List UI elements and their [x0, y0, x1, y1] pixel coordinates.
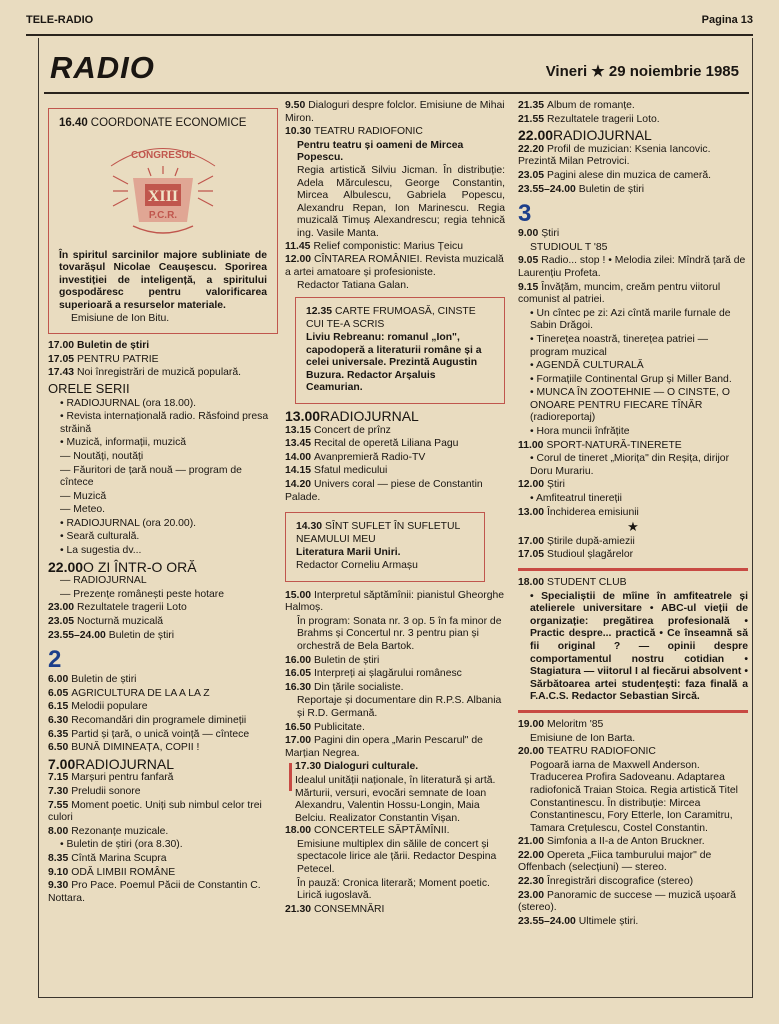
item-title: • Amfiteatrul tinereții [530, 493, 622, 505]
item-title: • AGENDĂ CULTURALĂ [530, 360, 644, 372]
schedule-item [285, 904, 505, 917]
orele-serii-heading: ORELE SERII [48, 380, 130, 396]
suflet-sub: Literatura Marii Uniri. [296, 547, 401, 559]
feature-box-suflet [285, 512, 485, 581]
item-time: 6.35 [48, 728, 69, 740]
program-2-number: 2 [48, 646, 62, 674]
item-time: 21.55 [518, 113, 545, 125]
item-time: 6.00 [48, 674, 69, 686]
item-time: 23.00 [518, 889, 545, 901]
schedule-item [285, 479, 505, 504]
item-time: 7.30 [48, 785, 69, 797]
red-marker [289, 763, 292, 791]
item-title: • Un cîntec pe zi: Azi cîntă marile furnale de Sabin Drăgoi. [530, 307, 731, 332]
item-title: CONCERTELE SĂPTĂMÎNII. [314, 825, 450, 837]
item-time: 8.35 [48, 852, 69, 864]
schedule-item [518, 479, 748, 492]
schedule-item [285, 465, 505, 478]
dialoguri-title: 17.30 Dialoguri culturale. [295, 761, 419, 773]
feature-box-carte [295, 297, 505, 404]
schedule-item [518, 228, 748, 241]
schedule-item [60, 398, 278, 411]
schedule-item [60, 451, 278, 464]
item-text: — Noutăți, noutăți [60, 450, 144, 462]
item-title: Simfonia a II-a de Anton Bruckner. [547, 836, 705, 848]
top-rule [26, 34, 753, 36]
radiojurnal-13-heading: 13.00RADIOJURNAL [285, 408, 419, 425]
schedule-item [297, 280, 505, 293]
schedule-item [48, 786, 278, 799]
dialoguri-text: Idealul unității naționale, în literatură și artă. Mărturii, versuri, evocări semnate de Ioan Alexandru, Valentin Hossu-Longin, Maia Belciu. Realizator Constantin Vișan. [295, 774, 496, 824]
schedule-list-e [285, 825, 505, 916]
item-time: 6.30 [48, 715, 69, 726]
schedule-item [530, 426, 748, 439]
item-title: Pogoară iarna de Maxwell Anderson. Traducerea Profira Sadoveanu. Adaptarea radiofonică Traian Stoica. Regia artistică Titel Constantinescu. În distribuție: Mircea Constantinescu, Fory Etterle, Ion Caramitru, Tamara Crețulescu, Costel Constantin. [530, 759, 738, 834]
schedule-item [48, 367, 278, 380]
item-time: 23.00 [48, 602, 75, 614]
item-text: — Meteo. [60, 504, 106, 516]
schedule-item [518, 836, 748, 849]
item-time: 9.00 [518, 228, 539, 240]
schedule-item [48, 729, 278, 742]
schedule-item [297, 616, 505, 654]
item-title: Partid și țară, o unică voință — cîntece [71, 728, 250, 740]
item-title: Noi înregistrări de muzică populară. [77, 367, 242, 379]
item-time: 14.00 [285, 451, 312, 463]
item-time: 6.05 [48, 687, 69, 699]
schedule-list-d [285, 590, 505, 761]
schedule-item [518, 255, 748, 280]
item-title: Buletin de știri [108, 629, 175, 641]
schedule-item [285, 655, 505, 668]
item-time: 16.05 [285, 668, 312, 680]
schedule-list-program2-morning [48, 674, 278, 755]
schedule-item [285, 825, 505, 838]
item-title: Înregistrări discografice (stereo) [547, 876, 694, 888]
item-title: Buletin de știri [71, 674, 137, 686]
schedule-item [530, 493, 748, 506]
schedule-item [60, 839, 278, 852]
schedule-item [285, 682, 505, 695]
item-time: 9.10 [48, 866, 69, 878]
radiojurnal-22-heading: 22.00RADIOJURNAL [518, 127, 652, 144]
item-time: 15.00 [285, 589, 312, 601]
schedule-item [518, 876, 748, 889]
item-title: BUNĂ DIMINEAȚA, COPII ! [71, 742, 200, 754]
item-time: 11.45 [285, 240, 311, 252]
schedule-item [518, 890, 748, 915]
item-title: Panoramic de succese — muzică ușoară (stereo). [518, 889, 736, 914]
item-time: 20.00 [518, 746, 545, 758]
schedule-item [60, 518, 278, 531]
schedule-item [48, 826, 278, 839]
schedule-item [60, 491, 278, 504]
item-title: Știri [547, 479, 565, 491]
schedule-item [48, 853, 278, 866]
schedule-list-a [285, 100, 505, 139]
teatru-text: Regia artistică Silviu Jicman. În distribuție: Adela Mărculescu, George Constantin, Mircea Albulescu, Gabriela Popescu, Alexandru Repan, Ion Marinescu. Regia muzicală Timuș Alexandrescu; regia tehnică ing. Vasile Manta. [297, 164, 505, 239]
item-time: 9.15 [518, 281, 539, 293]
feature-author: Emisiune de Ion Bitu. [71, 312, 170, 324]
congress-emblem-icon [103, 136, 223, 246]
item-title: PENTRU PATRIE [77, 353, 159, 365]
star-icon: ★ [591, 63, 605, 80]
item-title: Avanpremieră Radio-TV [314, 451, 426, 463]
item-title: STUDIOUL T '85 [530, 241, 608, 253]
item-title: Buletin de știri [77, 340, 150, 352]
item-time: 23.05 [48, 616, 75, 628]
schedule-item [518, 100, 748, 113]
schedule-item [285, 668, 505, 681]
schedule-item [48, 867, 278, 880]
item-title: Ultimele știri. [578, 915, 639, 927]
item-title: ODĂ LIMBII ROMÂNE [71, 866, 176, 878]
item-time: 23.05 [518, 169, 545, 181]
item-time: 9.30 [48, 880, 69, 892]
item-title: Relief componistic: Marius Țeicu [313, 240, 463, 252]
item-title: Știrile după-amiezii [547, 535, 635, 547]
item-time: 17.43 [48, 367, 75, 379]
item-title: SPORT-NATURĂ-TINERETE [546, 439, 682, 451]
item-text: • Revista internațională radio. Răsfoind presa străină [60, 411, 269, 435]
item-title: • Tinerețea noastră, tinerețea patriei — program muzical [530, 333, 709, 358]
item-time: 6.50 [48, 742, 69, 754]
emblem-bot-text: P.C.R. [148, 209, 178, 221]
schedule-item [518, 170, 748, 183]
emblem-mid-text: XIII [147, 187, 179, 205]
item-title: Buletin de știri [314, 654, 380, 666]
program-3-number: 3 [518, 200, 532, 228]
item-title: Sfatul medicului [314, 465, 388, 477]
separator-star-icon: ★ [627, 519, 639, 535]
item-time: 21.35 [518, 100, 545, 111]
item-title: Interpretul săptămînii: pianistul Gheorghe Halmoș. [285, 589, 505, 614]
schedule-item [518, 536, 748, 549]
schedule-list-afternoon [518, 536, 748, 562]
schedule-item [285, 438, 505, 451]
column-2 [285, 100, 505, 917]
feature-title: 16.40 COORDONATE ECONOMICE [59, 117, 247, 129]
suflet-author: Redactor Corneliu Armașu [296, 560, 418, 571]
item-time: 7.55 [48, 799, 69, 811]
red-divider-2 [518, 710, 748, 713]
item-title: Dialoguri despre folclor. Emisiune de Mihai Miron. [285, 100, 505, 124]
schedule-item [285, 241, 505, 254]
schedule-item [530, 733, 748, 746]
carte-text: Liviu Rebreanu: romanul „Ion", capodoperă a literaturii române și a celei universale. Prezintă Augustin Buzura. Redactor Arșaluis Ceamurian. [306, 332, 482, 394]
item-title: Opereta „Fiica tamburului major" de Offenbach (selecțiuni) — stereo. [518, 849, 712, 874]
item-title: Marșuri pentru fanfară [71, 772, 174, 784]
schedule-list-program3 [518, 228, 748, 519]
item-text: • La sugestia dv... [60, 545, 142, 557]
page-number: Pagina 13 [701, 14, 753, 26]
item-title: Album de romanțe. [547, 100, 635, 111]
item-time: 23.55–24.00 [518, 183, 576, 195]
schedule-item [48, 880, 278, 905]
schedule-item [518, 114, 748, 127]
item-title: Emisiune multiplex din sălile de concert și spectacole lirice ale țării. Redactor Despina Petecel. [297, 838, 497, 876]
item-time: 9.50 [285, 100, 306, 111]
item-title: Pro Pace. Poemul Păcii de Constantin C. Nottara. [48, 880, 261, 904]
schedule-item [285, 590, 505, 615]
page-header [26, 14, 753, 28]
schedule-item [48, 340, 278, 353]
schedule-list-night [48, 602, 278, 642]
item-time: 6.15 [48, 701, 69, 713]
item-title: Moment poetic. Uniți sub nimbul celor trei culori [48, 799, 262, 824]
teatru-title: Pentru teatru și oameni de Mircea Popescu. [297, 139, 464, 164]
schedule-item [518, 850, 748, 875]
item-time: 9.05 [518, 255, 539, 267]
schedule-item [297, 839, 505, 877]
emblem-top-text: CONGRESUL [131, 149, 195, 161]
schedule-item [285, 735, 505, 760]
item-title: CONSEMNĂRI [314, 903, 385, 915]
schedule-item [530, 760, 748, 836]
item-time: 23.55–24.00 [48, 629, 106, 641]
schedule-item [518, 144, 748, 169]
schedule-item [48, 742, 278, 755]
item-time: 11.00 [518, 439, 544, 451]
item-title: Preludii sonore [71, 785, 141, 797]
column-1 [48, 100, 278, 906]
item-title: CÎNTAREA ROMÂNIEI. Revista muzicală a artei amatoare și profesioniste. [285, 254, 504, 278]
item-title: Redactor Tatiana Galan. [297, 280, 409, 292]
item-title: Publicitate. [314, 721, 365, 733]
schedule-item [297, 695, 505, 720]
schedule-item [60, 545, 278, 558]
day-name: Vineri [545, 63, 588, 80]
column-3 [518, 100, 748, 929]
schedule-item [285, 100, 505, 125]
item-title: Învățăm, muncim, creăm pentru viitorul comunist al patriei. [518, 281, 721, 306]
item-title: • Formațiile Continental Grup și Miller Band. [530, 373, 732, 385]
radiojurnal-heading: 7.00RADIOJURNAL [48, 755, 175, 772]
item-title: • MUNCA ÎN ZOOTEHNIE — O CINSTE, O ONOARE PENTRU FIECARE TÎNĂR (radioreportaj) [530, 387, 730, 424]
item-title: Radio... stop ! • Melodia zilei: Mîndră țară de Laurențiu Profeta. [518, 255, 746, 279]
item-time: 16.00 [285, 654, 312, 666]
item-time: 17.00 [285, 735, 312, 747]
item-time: 17.05 [48, 353, 75, 365]
dateline [546, 62, 739, 80]
item-time: 13.45 [285, 438, 312, 450]
page-title: RADIO [50, 50, 155, 85]
schedule-item [48, 800, 278, 825]
item-title: Emisiune de Ion Barta. [530, 732, 636, 744]
schedule-item [285, 425, 505, 438]
student-club-block [518, 577, 748, 704]
schedule-item [48, 772, 278, 785]
item-text: — Prezențe românești peste hotare [60, 588, 225, 600]
item-title: Din țările socialiste. [314, 681, 404, 693]
schedule-item [518, 440, 748, 453]
date-text: 29 noiembrie 1985 [608, 63, 739, 80]
item-title: Cîntă Marina Scupra [71, 852, 167, 864]
schedule-item [60, 589, 278, 602]
schedule-list-evening [48, 340, 278, 380]
schedule-item [48, 616, 278, 629]
schedule-item [530, 308, 748, 333]
schedule-item [285, 452, 505, 465]
schedule-item [285, 126, 505, 139]
item-text: • Seară culturală. [60, 531, 140, 543]
item-time: 13.15 [285, 424, 312, 436]
item-title: Pagini din opera „Marin Pescarul" de Marțian Negrea. [285, 735, 483, 759]
item-time: 21.00 [518, 836, 545, 848]
schedule-item [60, 531, 278, 544]
schedule-list-b [285, 241, 505, 293]
item-title: Rezultatele tragerii Loto. [547, 113, 660, 125]
dialoguri-block [295, 761, 505, 825]
schedule-item [518, 184, 748, 197]
feature-box-coordonate [48, 108, 278, 334]
item-time: 12.00 [518, 479, 545, 491]
item-text: • Muzică, informații, muzică [60, 437, 187, 449]
schedule-item [530, 453, 748, 478]
item-title: • Corul de tineret „Miorița" din Reșița, dirijor Doru Murariu. [530, 453, 730, 477]
item-title: Profil de muzician: Ksenia Iancovic. Prezintă Milan Petrovici. [518, 143, 711, 168]
item-text: • RADIOJURNAL (ora 20.00). [60, 517, 197, 529]
student-club-title: 18.00 STUDENT CLUB [518, 577, 627, 588]
schedule-item [48, 354, 278, 367]
item-time: 22.20 [518, 143, 545, 155]
schedule-item [60, 437, 278, 450]
item-text: — Făuritori de țară nouă — program de cîntece [60, 464, 242, 489]
student-club-text: • Specialiștii de mîine în amfiteatrele și atelierele universitare • ABC-ul vieții de organizație: pregătirea profesională • Practic despre... practică • Ce înseamnă să fii original ? — opinii despre comportamentul nostru cotidian • Stagiatura — viitorul I al fiecărui absolvent • Sărbătoarea artei studențești: faza finală a F.A.C.S. Redactor Sebastian Sircă. [530, 590, 748, 703]
publication-name: TELE-RADIO [26, 14, 94, 26]
item-time: 17.05 [518, 549, 545, 561]
header-rule [44, 92, 749, 94]
schedule-item [530, 374, 748, 387]
schedule-item [518, 549, 748, 562]
item-text: — Muzică [60, 490, 107, 502]
item-title: Concert de prînz [314, 424, 391, 436]
schedule-item [285, 722, 505, 735]
item-time: 12.00 [285, 254, 312, 266]
item-time: 22.00 [518, 849, 545, 861]
item-title: Închiderea emisiunii [547, 506, 639, 518]
item-title: • Hora muncii înfrățite [530, 426, 630, 438]
schedule-item [530, 387, 748, 425]
item-time: 18.00 [285, 825, 312, 837]
item-title: Rezultatele tragerii Loto [77, 602, 187, 614]
item-title: Pagini alese din muzica de cameră. [547, 169, 712, 181]
item-title: Recital de operetă Liliana Pagu [314, 438, 459, 450]
item-title: Interpreți ai șlagărului românesc [314, 668, 462, 680]
item-time: 23.55–24.00 [518, 915, 576, 927]
red-divider [518, 568, 748, 571]
item-time: 22.30 [518, 876, 545, 888]
item-text: • RADIOJURNAL (ora 18.00). [60, 397, 197, 409]
item-time: 14.20 [285, 479, 312, 491]
item-time: 16.30 [285, 681, 312, 693]
schedule-list-program2-forenoon [48, 772, 278, 905]
item-time: 19.00 [518, 718, 545, 730]
schedule-item [48, 630, 278, 643]
schedule-item [518, 719, 748, 732]
item-title: Știri [541, 228, 560, 240]
schedule-item [518, 916, 748, 929]
schedule-item [48, 715, 278, 728]
item-title: Melodii populare [71, 701, 148, 713]
orele-serii-list [48, 398, 278, 558]
item-time: 17.00 [48, 340, 75, 352]
schedule-item [48, 688, 278, 701]
item-time: 8.00 [48, 825, 69, 837]
item-title: În program: Sonata nr. 3 op. 5 în fa minor de Brahms și Concertul nr. 3 pentru pian și orchestră de Bela Bartok. [297, 615, 502, 652]
schedule-item [60, 411, 278, 436]
schedule-list-b [518, 144, 748, 196]
item-title: În pauză: Cronica literară; Moment poetic. Lirică iugoslavă. [297, 877, 490, 902]
carte-title: 12.35 CARTE FRUMOASĂ, CINSTE CUI TE-A SCRIS [306, 305, 476, 330]
schedule-item [60, 575, 278, 588]
item-title: Buletin de știri [578, 183, 645, 195]
schedule-list-a [518, 100, 748, 126]
schedule-item [48, 701, 278, 714]
schedule-item [60, 504, 278, 517]
item-title: Recomandări din programele dimineții [71, 715, 247, 726]
item-title: Univers coral — piese de Constantin Palade. [285, 479, 483, 503]
schedule-item [518, 746, 748, 759]
item-time: 17.00 [518, 535, 545, 547]
item-time: 13.00 [518, 506, 545, 518]
schedule-item [48, 674, 278, 687]
schedule-list-evening [518, 719, 748, 929]
item-title: • Buletin de știri (ora 8.30). [60, 839, 183, 851]
schedule-item [530, 360, 748, 373]
item-time: 10.30 [285, 126, 312, 138]
schedule-item [518, 507, 748, 520]
item-time: 16.50 [285, 721, 312, 733]
feature-text: În spiritul sarcinilor majore subliniate de tovarășul Nicolae Ceaușescu. Sporirea investiției de inteligență, a spiritului gospodăresc pentru valorificarea superioară a resurselor materiale. [59, 249, 267, 311]
schedule-item [297, 878, 505, 903]
item-time: 7.15 [48, 772, 69, 784]
item-title: Nocturnă muzicală [77, 616, 164, 628]
item-title: Studioul șlagărelor [547, 549, 634, 561]
item-title: Meloritm '85 [547, 718, 604, 730]
schedule-list-c [285, 425, 505, 505]
schedule-item [285, 254, 505, 279]
schedule-item [530, 334, 748, 359]
suflet-title: 14.30 SÎNT SUFLET ÎN SUFLETUL NEAMULUI MEU [296, 521, 460, 545]
item-title: Reportaje și documentare din R.P.S. Albania și R.D. Germană. [297, 695, 502, 719]
item-title: AGRICULTURA DE LA A LA Z [71, 687, 210, 699]
item-text: — RADIOJURNAL [60, 575, 147, 587]
ozi-list [48, 575, 278, 601]
item-title: Rezonanțe muzicale. [71, 825, 169, 837]
item-title: TEATRU RADIOFONIC [314, 126, 423, 138]
schedule-item [530, 242, 748, 255]
item-time: 21.30 [285, 903, 312, 915]
schedule-item [60, 465, 278, 490]
item-time: 14.15 [285, 465, 312, 477]
ozi-heading: 22.00O ZI ÎNTR-O ORĂ [48, 558, 197, 575]
schedule-item [48, 602, 278, 615]
schedule-item [518, 282, 748, 307]
item-title: TEATRU RADIOFONIC [547, 746, 656, 758]
